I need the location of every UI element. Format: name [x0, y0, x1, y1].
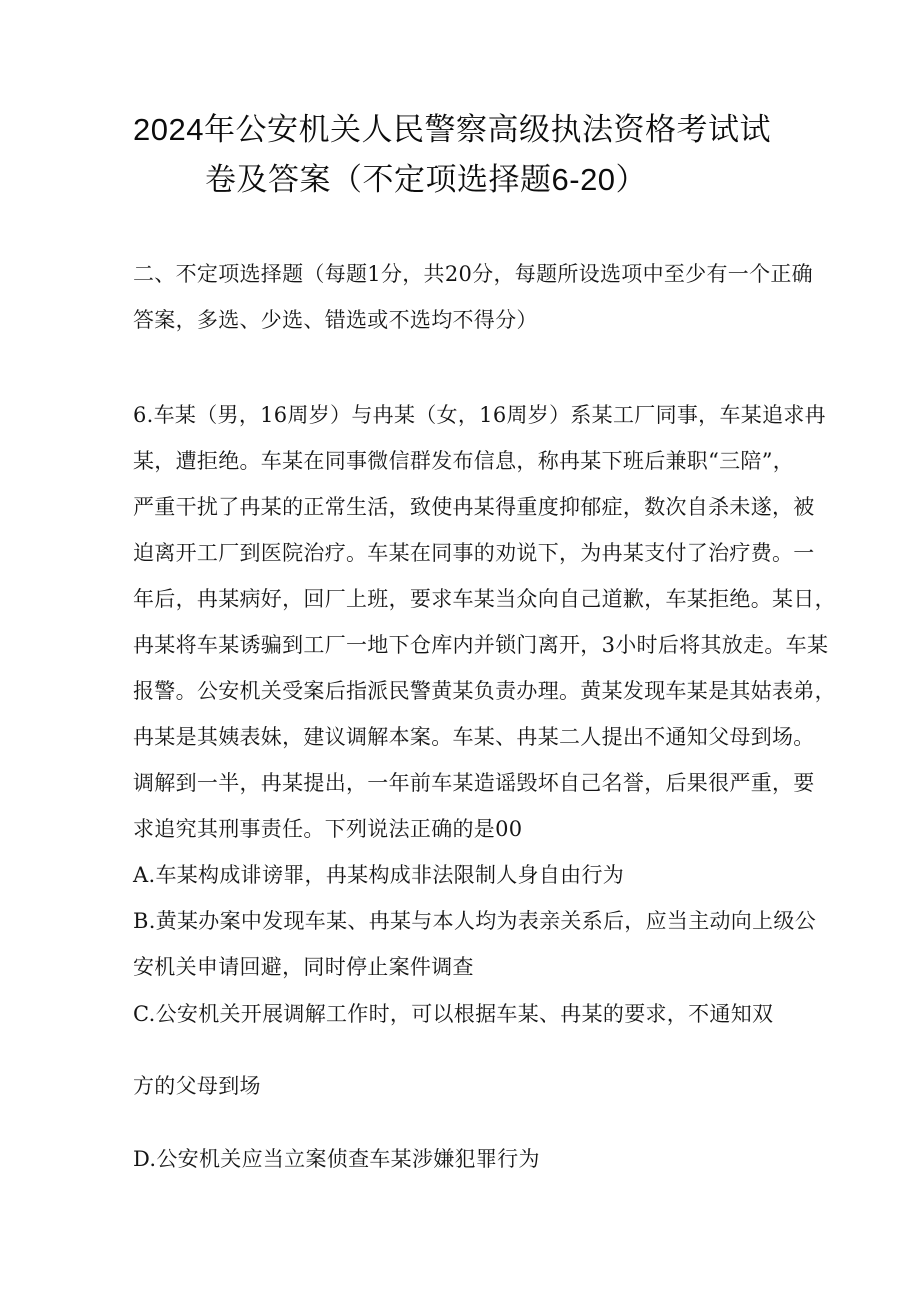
document-title-line-2: 卷及答案（不定项选择题6-20）: [205, 162, 648, 197]
question-stem-line-1: 6.车某（男，16周岁）与冉某（女，16周岁）系某工厂同事，车某追求冉: [133, 403, 826, 427]
section-header-line-2: 答案，多选、少选、错选或不选均不得分）: [133, 308, 538, 332]
option-c-line-2: 方的父母到场: [133, 1074, 261, 1098]
question-stem-line-9: 调解到一半，冉某提出，一年前车某造谣毁坏自己名誉，后果很严重，要: [133, 771, 815, 795]
question-stem-line-4: 迫离开工厂到医院治疗。车某在同事的劝说下，为冉某支付了治疗费。一: [133, 541, 815, 565]
option-c-line-1: C.公安机关开展调解工作时，可以根据车某、冉某的要求，不通知双: [133, 1002, 774, 1026]
question-stem-line-10: 求追究其刑事责任。下列说法正确的是00: [133, 817, 523, 841]
option-b-line-1: B.黄某办案中发现车某、冉某与本人均为表亲关系后，应当主动向上级公: [133, 909, 817, 933]
question-stem-line-2: 某，遭拒绝。车某在同事微信群发布信息，称冉某下班后兼职“三陪”，: [133, 449, 795, 473]
option-a: A.车某构成诽谤罪，冉某构成非法限制人身自由行为: [133, 863, 625, 887]
option-d: D.公安机关应当立案侦查车某涉嫌犯罪行为: [133, 1147, 540, 1171]
question-stem-line-8: 冉某是其姨表妹，建议调解本案。车某、冉某二人提出不通知父母到场。: [133, 725, 815, 749]
section-header-line-1: 二、不定项选择题（每题1分，共20分，每题所设选项中至少有一个正确: [133, 262, 813, 286]
question-stem-line-6: 冉某将车某诱骗到工厂一地下仓库内并锁门离开，3小时后将其放走。车某: [133, 633, 829, 657]
question-stem-line-3: 严重干扰了冉某的正常生活，致使冉某得重度抑郁症，数次自杀未遂，被: [133, 495, 815, 519]
question-stem-line-5: 年后，冉某病好，回厂上班，要求车某当众向自己道歉，车某拒绝。某日，: [133, 587, 836, 611]
document-title-line-1: 2024年公安机关人民警察高级执法资格考试试: [133, 112, 771, 147]
option-b-line-2: 安机关申请回避，同时停止案件调查: [133, 955, 474, 979]
question-stem-line-7: 报警。公安机关受案后指派民警黄某负责办理。黄某发现车某是其姑表弟，: [133, 679, 836, 703]
